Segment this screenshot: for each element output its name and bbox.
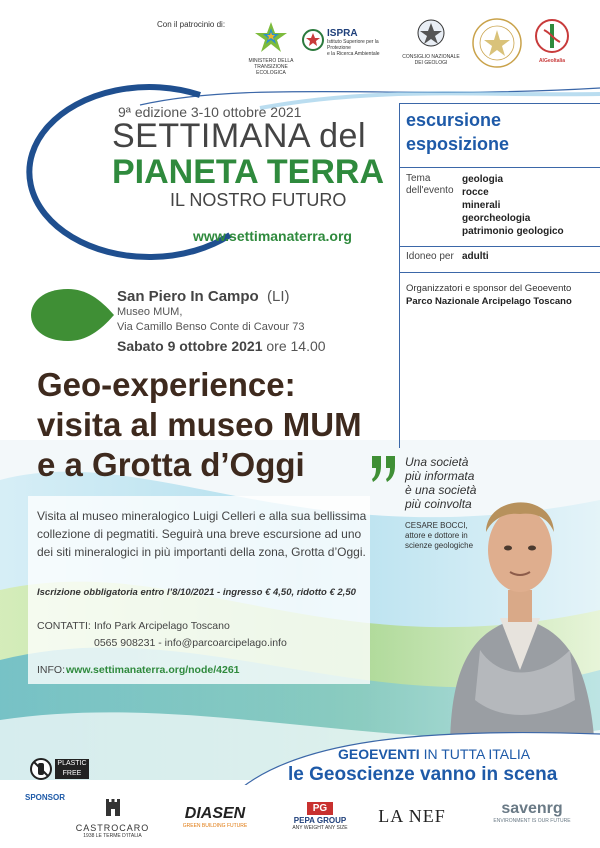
- logo-aigeo: AIGeoItalia: [528, 18, 576, 64]
- quote-text: Una società più informata è una società più coinvolta: [405, 455, 477, 511]
- title-line-3: IL NOSTRO FUTURO: [170, 190, 347, 210]
- sponsor-castrocaro[interactable]: CASTROCARO 1938 LE TERME D’ITALIA: [75, 796, 150, 839]
- headline: Geo-experience: visita al museo MUM e a Grotta d’Oggi: [37, 366, 362, 483]
- patronage-label: Con il patrocinio di:: [157, 20, 226, 29]
- logo-cng: CONSIGLIO NAZIONALE DEI GEOLOGI: [395, 18, 467, 66]
- list-item: patrimonio geologico: [462, 226, 564, 237]
- list-item: geologia: [462, 174, 504, 185]
- info-link[interactable]: www.settimanaterra.org/node/4261: [66, 664, 240, 676]
- panel-rule: [399, 167, 600, 168]
- edition-label: 9ª edizione 3-10 ottobre 2021: [118, 104, 302, 120]
- emblem-icon: [302, 28, 324, 52]
- contacts-line-2[interactable]: 0565 908231 - info@parcoarcipelago.info: [94, 637, 287, 649]
- location-venue: Museo MUM,: [117, 306, 183, 318]
- organizers-label: Organizzatori e sponsor del Geoevento: [406, 283, 572, 294]
- website-link[interactable]: www.settimanaterra.org: [193, 228, 352, 244]
- contacts-label: CONTATTI:: [37, 620, 91, 632]
- quote-author: CESARE BOCCI, attore e dottore in scienze geologiche: [405, 521, 474, 550]
- sponsor-label: SPONSOR: [25, 793, 66, 802]
- registration-note: Iscrizione obbligatoria entro l’8/10/2021 - ingresso € 4,50, ridotto € 2,50: [37, 587, 356, 598]
- logo-ispra: ISPRA Istituto Superiore per la Protezione e la Ricerca Ambientale: [302, 28, 382, 57]
- suitable-value: adulti: [462, 251, 489, 262]
- panel-rule: [399, 246, 600, 247]
- seal-icon: [416, 18, 446, 50]
- title-line-1: SETTIMANA del: [112, 117, 367, 155]
- location-address: Via Camillo Benso Conte di Cavour 73: [117, 321, 305, 333]
- geoeventi-line-2: le Geoscienze vanno in scena: [288, 764, 558, 785]
- sponsor-savenrg[interactable]: savenrg ENVIRONMENT IS OUR FUTURE: [493, 800, 571, 824]
- sponsor-diasen[interactable]: DIASEN GREEN BUILDING FUTURE: [182, 805, 248, 829]
- geoeventi-line-1: GEOEVENTI IN TUTTA ITALIA: [338, 746, 531, 762]
- aigeo-logo-icon: [532, 18, 572, 54]
- quote-mark-icon: [370, 452, 398, 484]
- info-label: INFO:: [37, 664, 65, 676]
- sponsor-lanef[interactable]: LA NEF: [378, 806, 446, 826]
- person-photo: [440, 440, 600, 750]
- plastic-free-badge: PLASTIC FREE: [30, 758, 90, 780]
- location-drop-icon: [28, 286, 118, 344]
- list-item: rocce: [462, 187, 489, 198]
- sponsor-pepa[interactable]: PG PEPA GROUP ANY WEIGHT ANY SIZE: [292, 803, 348, 831]
- event-date: Sabato 9 ottobre 2021 ore 14.00: [117, 338, 326, 354]
- theme-label: Tema dell'evento: [406, 173, 454, 196]
- castle-icon: [102, 796, 124, 818]
- theme-list: [462, 173, 564, 238]
- panel-rule: [399, 272, 600, 273]
- organizers-value: Parco Nazionale Arcipelago Toscano: [406, 296, 572, 307]
- panel-divider: [399, 103, 400, 448]
- star-logo-icon: [252, 20, 290, 54]
- description-text: Visita al museo mineralogico Luigi Celleri e alla sua bellissima collezione di pegmatiti. Seguirà una breve escursione ad uno dei siti mineralogici in più importanti della zona, Grotta d’Oggi.: [37, 509, 367, 559]
- suitable-label: Idoneo per: [406, 251, 454, 262]
- no-plastic-icon: [30, 758, 52, 780]
- panel-top-rule: [399, 103, 600, 104]
- event-type: escursione esposizione: [406, 110, 510, 154]
- contacts-line-1: Info Park Arcipelago Toscano: [94, 620, 230, 632]
- location-city: San Piero In Campo (LI): [117, 288, 290, 305]
- list-item: georcheologia: [462, 213, 531, 224]
- list-item: minerali: [462, 200, 501, 211]
- logo-mite: MINISTERO DELLA TRANSIZIONE ECOLOGICA: [240, 20, 302, 76]
- title-line-2: PIANETA TERRA: [112, 153, 384, 191]
